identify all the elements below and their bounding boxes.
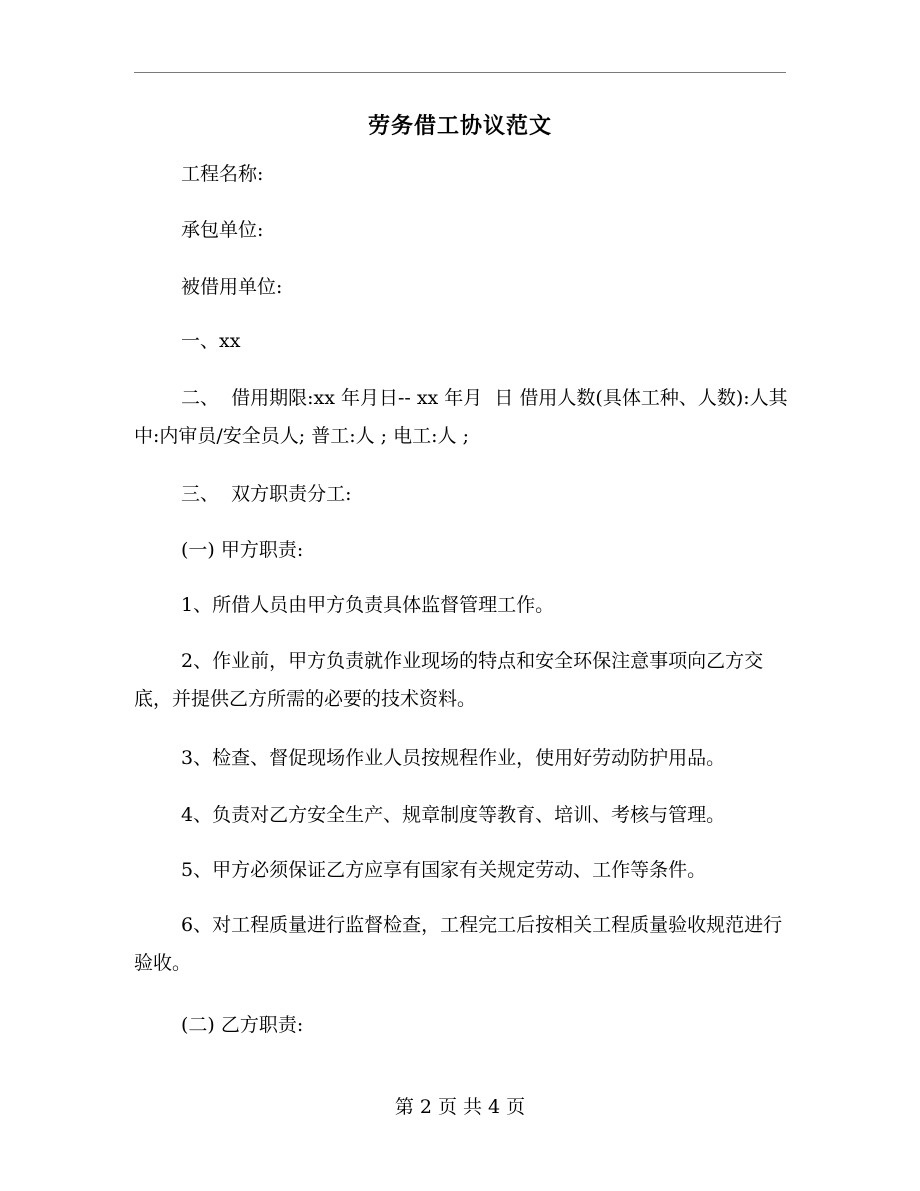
page-number: 第 2 页 共 4 页	[394, 1096, 526, 1118]
paragraph-item-1: 1、所借人员由甲方负责具体监督管理工作。	[181, 594, 555, 616]
paragraph-borrowed-unit: 被借用单位:	[181, 276, 283, 298]
paragraph-party-b-heading: (二) 乙方职责:	[181, 1014, 304, 1036]
paragraph-item-5: 5、甲方必须保证乙方应享有国家有关规定劳动、工作等条件。	[181, 859, 707, 881]
paragraph-section-three: 三、 双方职责分工:	[181, 483, 352, 505]
paragraph-item-3: 3、检查、督促现场作业人员按规程作业，使用好劳动防护用品。	[181, 747, 726, 769]
paragraph-contractor: 承包单位:	[181, 219, 264, 241]
header-rule	[134, 72, 786, 73]
paragraph-item-4: 4、负责对乙方安全生产、规章制度等教育、培训、考核与管理。	[181, 804, 726, 826]
paragraph-section-one: 一、xx	[181, 330, 241, 352]
paragraph-party-a-heading: (一) 甲方职责:	[181, 539, 304, 561]
document-title: 劳务借工协议范文	[367, 113, 552, 139]
paragraph-borrow-period: 二、 借用期限:xx 年月日-- xx 年月 日 借用人数(具体工种、人数):人其中:内审员/安全员人; 普工:人 ; 电工:人 ;	[134, 387, 788, 447]
paragraph-item-6: 6、对工程质量进行监督检查，工程完工后按相关工程质量验收规范进行验收。	[134, 914, 783, 974]
paragraph-project-name: 工程名称:	[181, 163, 264, 185]
paragraph-item-2: 2、作业前，甲方负责就作业现场的特点和安全环保注意事项向乙方交底，并提供乙方所需的必要的技术资料。	[134, 650, 764, 710]
